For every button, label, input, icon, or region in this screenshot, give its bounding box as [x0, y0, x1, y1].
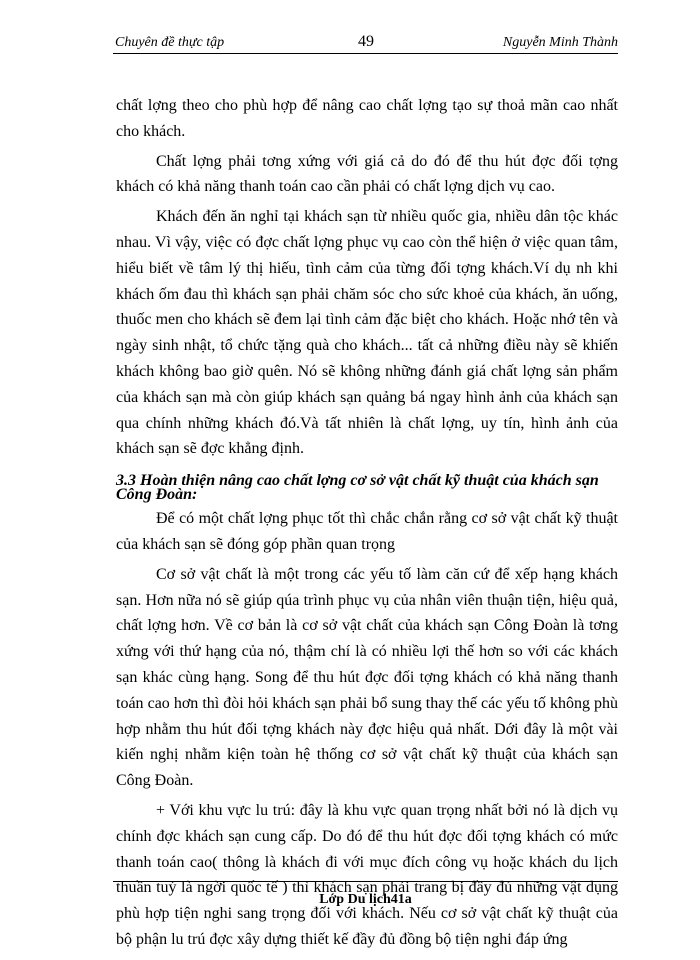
page-number: 49 [358, 33, 374, 50]
header-author: Nguyễn Minh Thành [502, 35, 618, 50]
document-body [116, 93, 618, 953]
footer-divider [113, 881, 618, 882]
page-footer: Lớp Du lịch41a [319, 892, 412, 907]
section-heading: 3.3 Hoàn thiện nâng cao chất lợng cơ sở vật chất kỹ thuật của khách sạn Công Đoàn: [116, 472, 599, 504]
paragraph-1: chất lợng theo cho phù hợp để nâng cao chất lợng tạo sự thoả mãn cao nhất cho khách. [116, 97, 618, 140]
paragraph-3: Khách đến ăn nghỉ tại khách sạn từ nhiều quốc gia, nhiều dân tộc khác nhau. Vì vậy, việc có đợc chất lợng phục vụ cao còn thể hiện ở việc quan tâm, hiểu biết về tâm lý thị hiếu, tình cảm của từng đối tợng khách.Ví dụ nh khi khách ốm đau thì khách sạn phải chăm sóc cho sức khoẻ của khách, ăn uống, thuốc men cho khách sẽ đem lại tình cảm đặc biệt cho khách. Hoặc nhớ tên và ngày sinh nhật, tổ chức tặng quà cho khách... tất cả những điều này sẽ khiến khách không bao giờ quên. Nó sẽ không những đánh giá chất lợng sản phẩm của khách sạn mà còn giúp khách sạn quảng bá ngay hình ảnh của khách sạn qua chính những khách đó.Và tất nhiên là chất lợng, uy tín, hình ảnh của khách sạn sẽ đợc khẳng định. [116, 208, 618, 458]
header-document-title: Chuyên đề thực tập [115, 35, 225, 50]
paragraph-6: + Với khu vực lu trú: đây là khu vực quan trọng nhất bởi nó là dịch vụ chính đợc khách sạn cung cấp. Do đó để thu hút đợc đối tợng khách có mức thanh toán cao( thông là khách đi với mục đích công vụ hoặc khách du lịch thuần tuý là ngời quốc tế ) thì khách sạn phải trang bị đầy đủ những vật dụng phù hợp tiện nghi sang trọng đối với khách. Nếu cơ sở vật chất kỹ thuật của bộ phận lu trú đợc xây dựng thiết kế đầy đủ đồng bộ tiện nghi đáp ứng [116, 801, 618, 948]
paragraph-4: Để có một chất lợng phục tốt thì chắc chắn rằng cơ sở vật chất kỹ thuật của khách sạn sẽ đóng góp phần quan trọng [116, 510, 618, 553]
page-header [113, 32, 618, 54]
paragraph-2: Chất lợng phải tơng xứng với giá cả do đó để thu hút đợc đối tợng khách có khả năng thanh toán cao cần phải có chất lợng dịch vụ cao. [116, 152, 618, 196]
paragraph-5: Cơ sở vật chất là một trong các yếu tố làm căn cứ để xếp hạng khách sạn. Hơn nữa nó sẽ giúp qúa trình phục vụ của nhân viên thuận tiện, hiệu quả, chất lợng hơn. Về cơ bản là cơ sở vật chất của khách sạn Công Đoàn là tơng xứng với thứ hạng của nó, thậm chí là có nhiều lợi thế hơn so với các khách sạn khác cùng hạng. Song để thu hút đợc đối tợng khách có khả năng thanh toán cao hơn thì đòi hỏi khách sạn phải bổ sung thay thế các yếu tố không phù hợp nhằm thu hút đối tợng khách này đợc hiệu quả nhất. Dới đây là một vài kiến nghị nhằm kiện toàn hệ thống cơ sở vật chất kỹ thuật của khách sạn Công Đoàn. [116, 565, 618, 790]
header-divider [113, 53, 618, 54]
